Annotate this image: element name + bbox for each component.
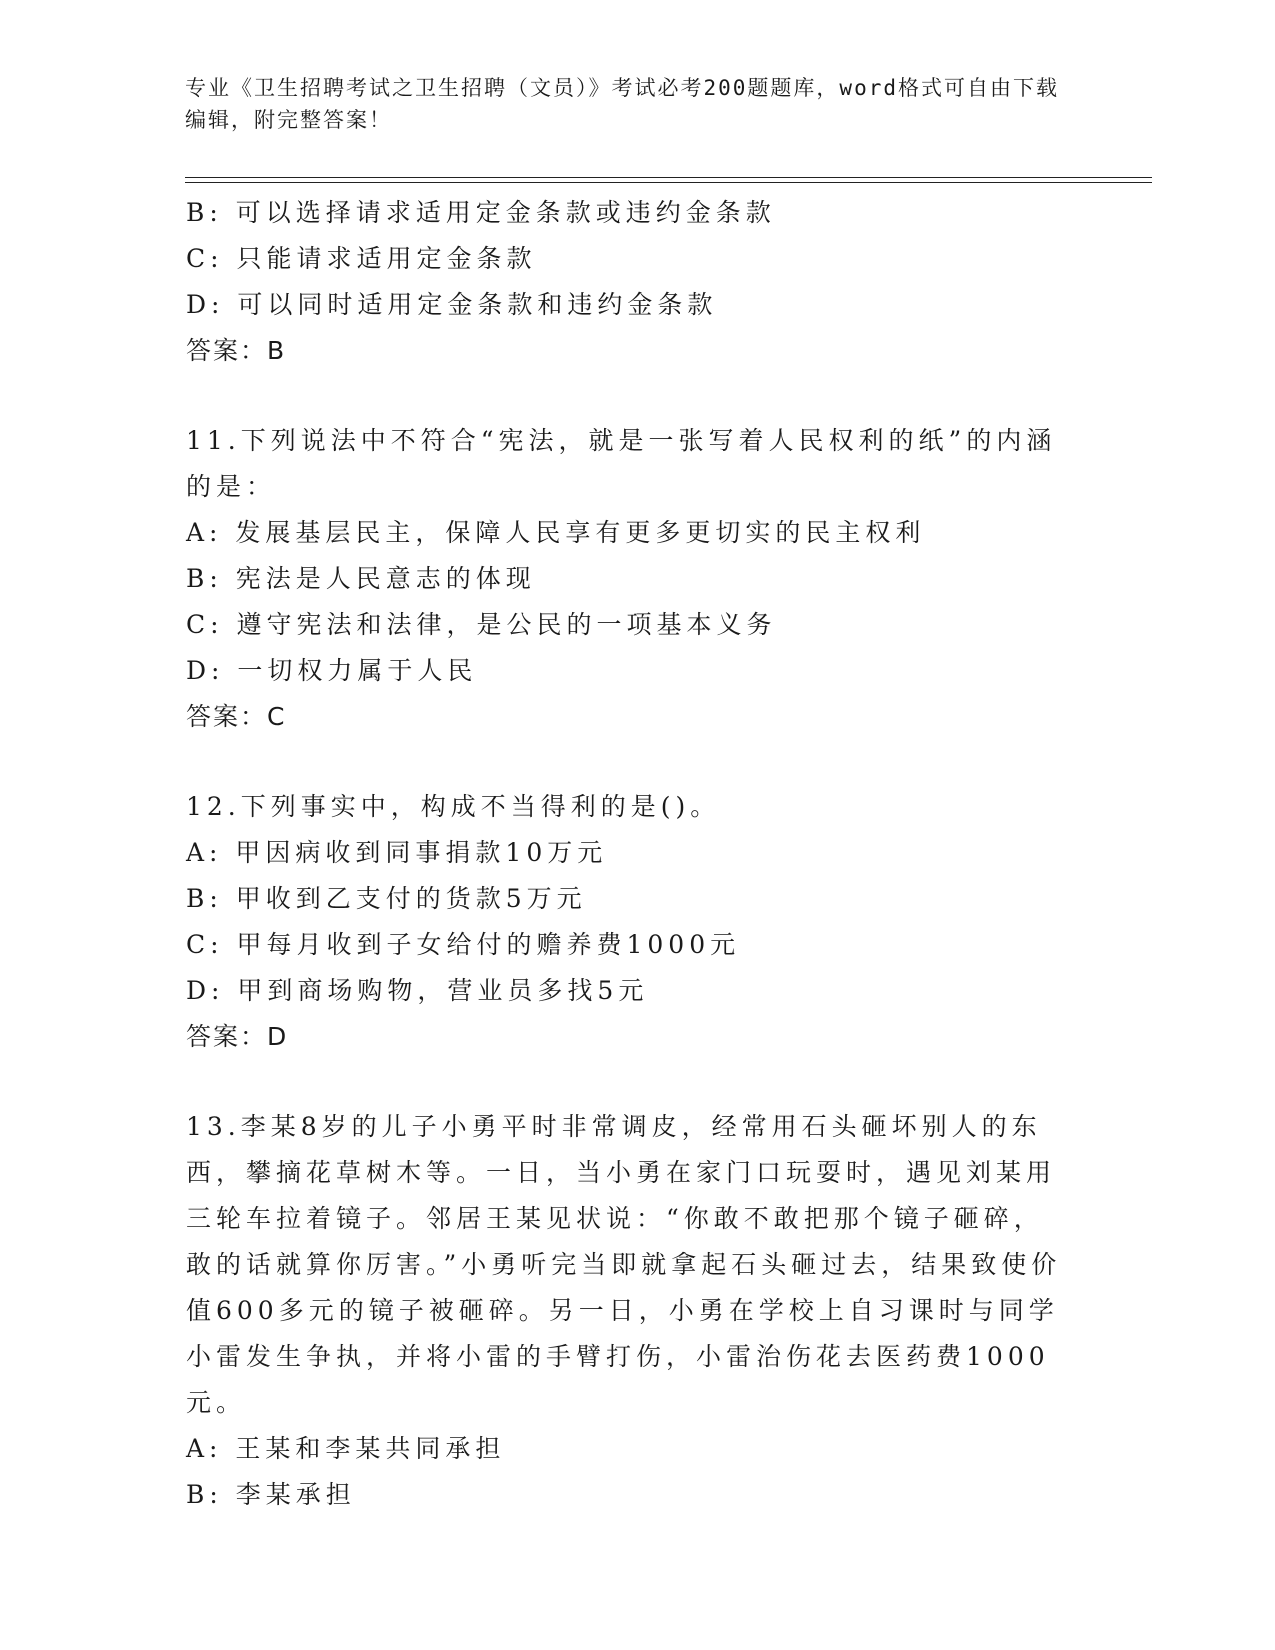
header-rule-top xyxy=(185,177,1152,178)
option-a: A: 王某和李某共同承担 xyxy=(186,1434,506,1463)
question-13 xyxy=(186,1104,1066,1518)
question-stem: 12.下列事实中，构成不当得利的是()。 xyxy=(186,792,721,821)
option-a: A: 发展基层民主，保障人民享有更多更切实的民主权利 xyxy=(186,518,926,547)
option-d: D: 可以同时适用定金条款和违约金条款 xyxy=(186,290,718,319)
document-header: 专业《卫生招聘考试之卫生招聘（文员）》考试必考200题题库，word格式可自由下载编辑，附完整答案！ xyxy=(185,76,1059,132)
option-c: C: 甲每月收到子女给付的赡养费1000元 xyxy=(186,930,741,959)
option-d: D: 甲到商场购物，营业员多找5元 xyxy=(186,976,649,1005)
option-d: D: 一切权力属于人民 xyxy=(186,656,478,685)
option-b: B: 李某承担 xyxy=(186,1480,356,1509)
question-12 xyxy=(186,784,1066,1060)
question-11 xyxy=(186,418,1066,740)
question-10 xyxy=(186,190,1066,374)
header-rule-bottom xyxy=(185,182,1152,183)
answer-line: 答案：D xyxy=(186,1022,289,1051)
question-stem: 11.下列说法中不符合“宪法，就是一张写着人民权利的纸”的内涵的是： xyxy=(186,426,1057,501)
option-b: B: 可以选择请求适用定金条款或违约金条款 xyxy=(186,198,776,227)
option-b: B: 甲收到乙支付的货款5万元 xyxy=(186,884,587,913)
question-stem: 13.李某8岁的儿子小勇平时非常调皮，经常用石头砸坏别人的东西，攀摘花草树木等。一日，当小勇在家门口玩耍时，遇见刘某用三轮车拉着镜子。邻居王某见状说：“你敢不敢把那个镜子砸碎，敢的话就算你厉害。”小勇听完当即就拿起石头砸过去，结果致使价值600多元的镜子被砸碎。另一日，小勇在学校上自习课时与同学小雷发生争执，并将小雷的手臂打伤，小雷治伤花去医药费1000元。 xyxy=(186,1112,1062,1417)
option-c: C: 只能请求适用定金条款 xyxy=(186,244,537,273)
question-content xyxy=(186,190,1066,1518)
answer-line: 答案：C xyxy=(186,702,287,731)
answer-line: 答案：B xyxy=(186,336,287,365)
option-a: A: 甲因病收到同事捐款10万元 xyxy=(186,838,608,867)
spacer xyxy=(186,1060,1066,1104)
option-c: C: 遵守宪法和法律，是公民的一项基本义务 xyxy=(186,610,777,639)
spacer xyxy=(186,374,1066,418)
option-b: B: 宪法是人民意志的体现 xyxy=(186,564,536,593)
spacer xyxy=(186,740,1066,784)
